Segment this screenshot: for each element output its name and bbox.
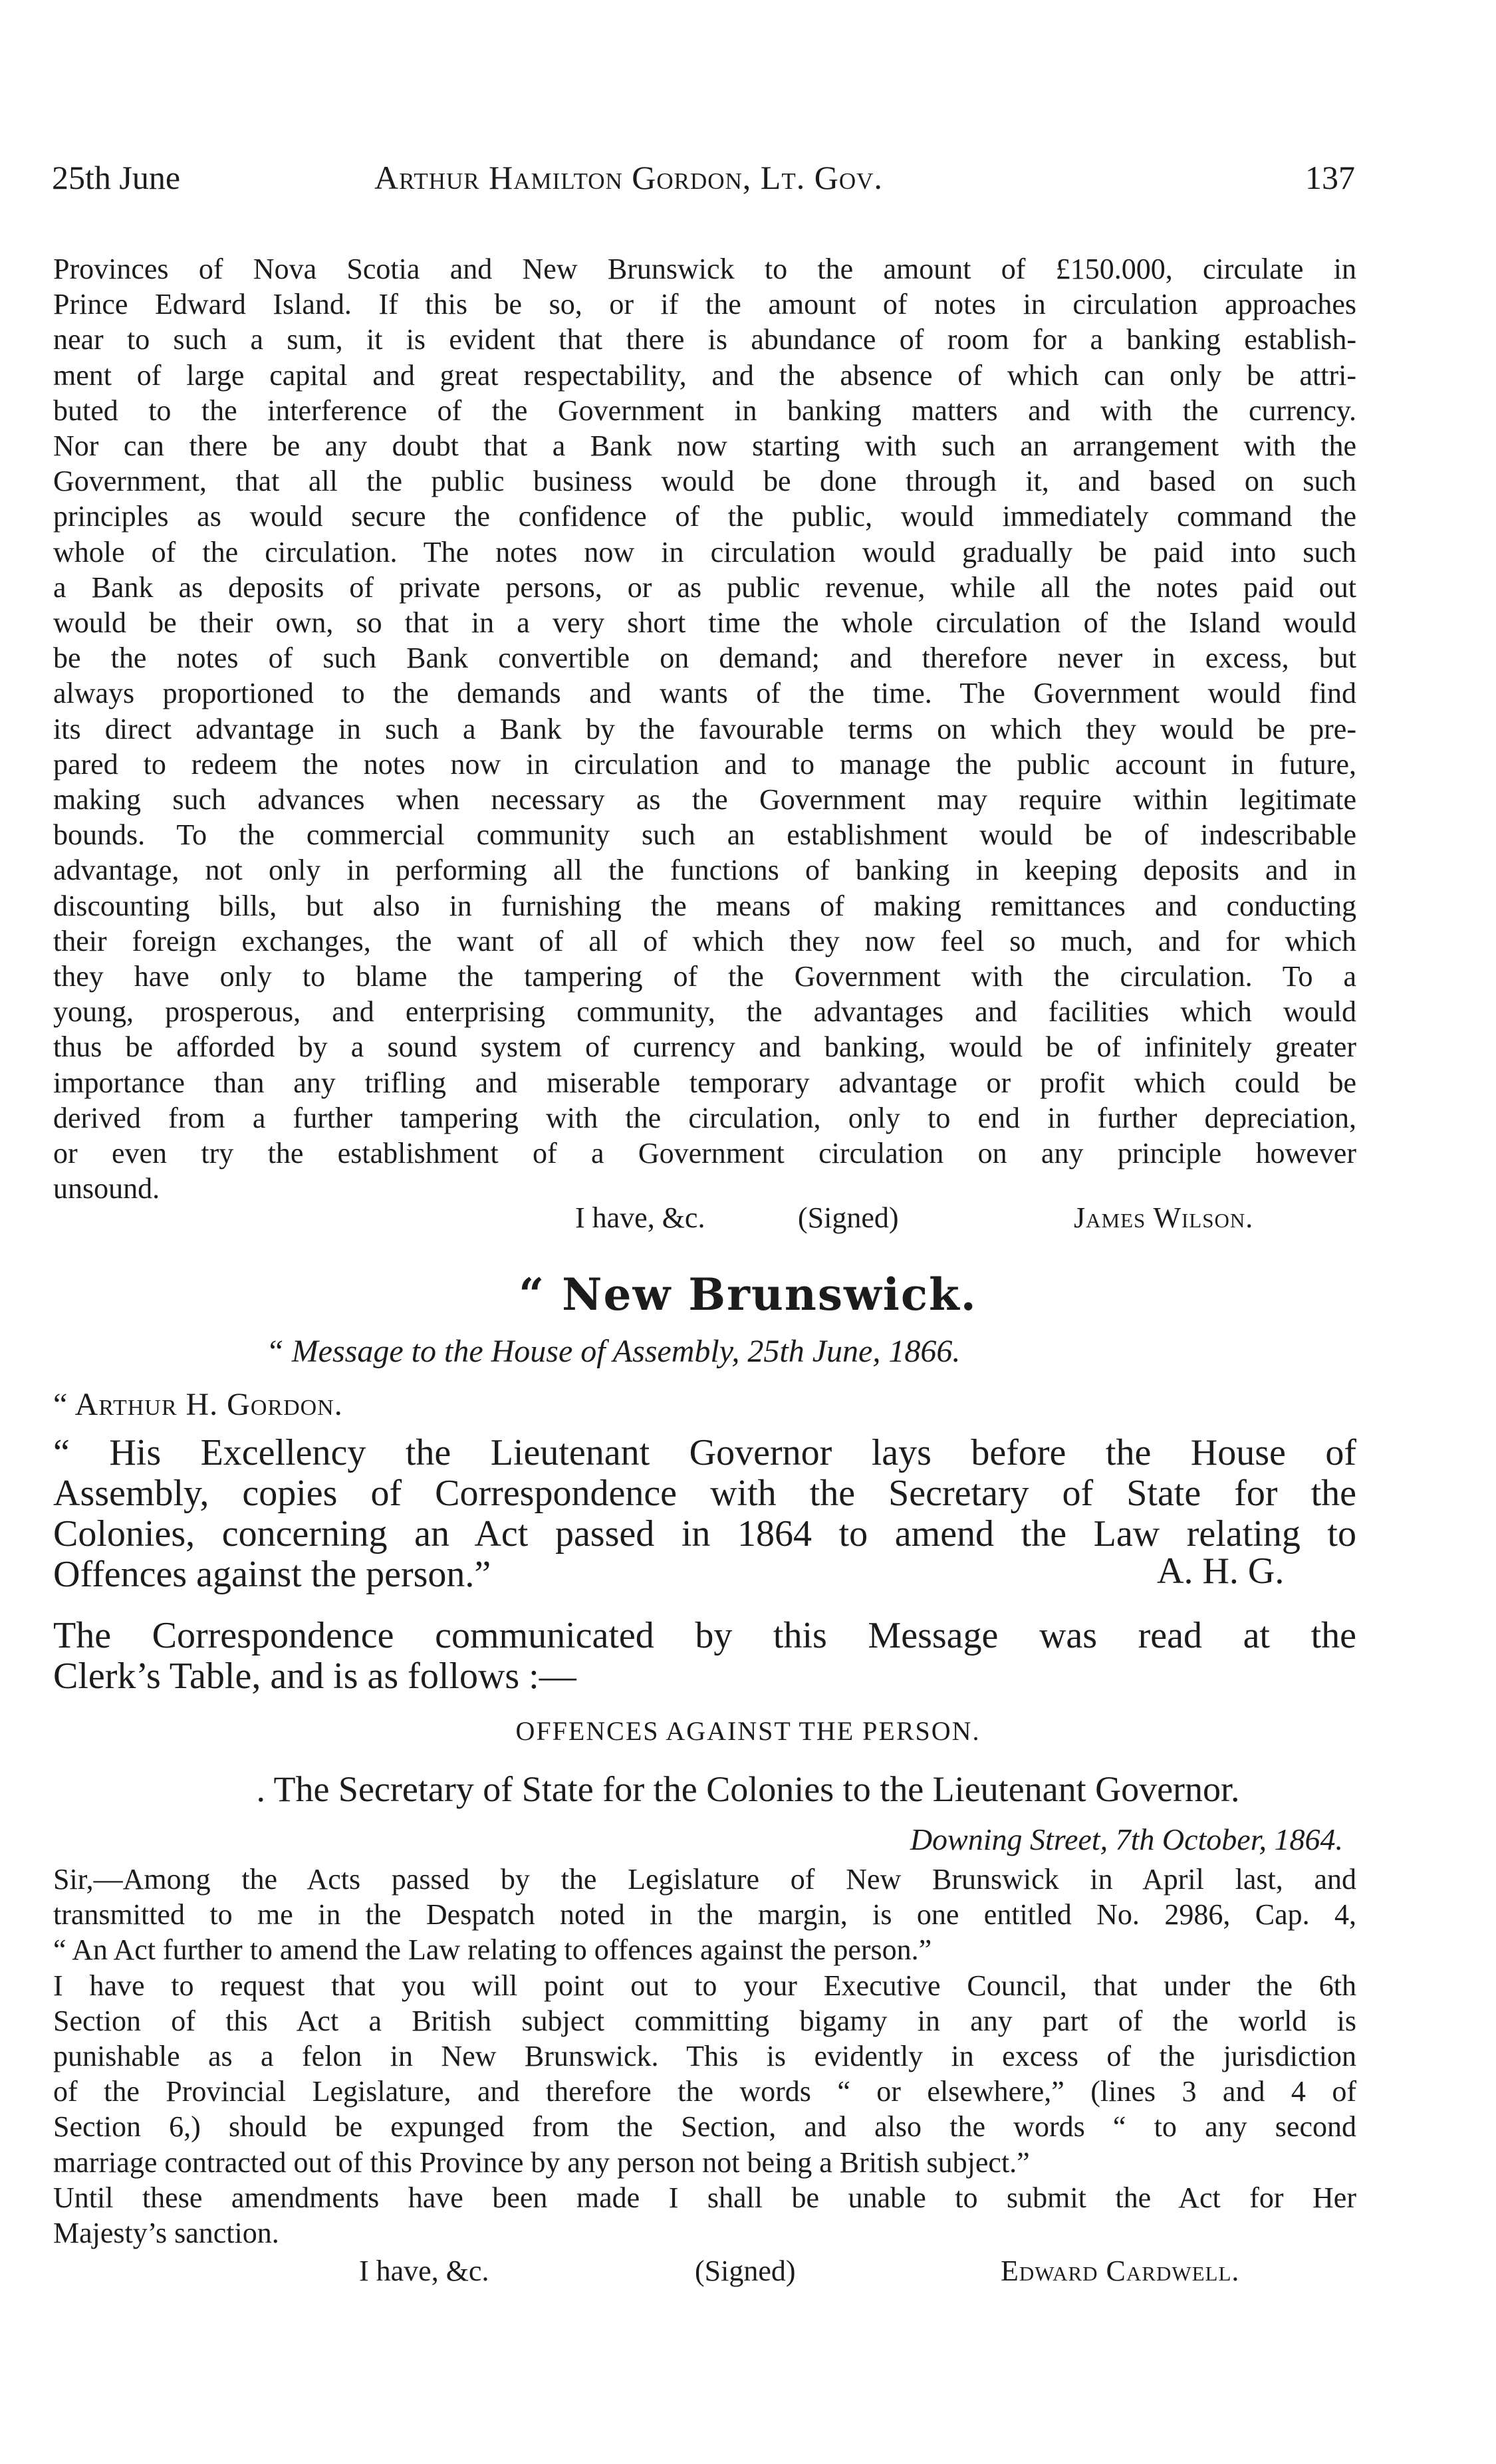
text-line: its direct advantage in such a Bank by the favourable terms on which they would be pre- [53,712,1356,745]
cardwell-letter-body [53,1862,1356,2251]
page-number: 137 [1305,159,1355,196]
text-line: Offences against the person.” [53,1554,491,1595]
running-header [52,158,1355,211]
text-line: unsound. [53,1172,160,1205]
text-line: Until these amendments have been made I shall be unable to submit the Act for Her [53,2181,1356,2214]
text-line: their foreign exchanges, the want of all of which they now feel so much, and for which [53,924,1356,957]
letter-dateline: Downing Street, 7th October, 1864. [910,1822,1343,1856]
text-line: Provinces of Nova Scotia and New Brunswick to the amount of £150.000, circulate in [53,253,1356,285]
text-line: Clerk’s Table, and is as follows :— [53,1656,576,1697]
text-line: transmitted to me in the Despatch noted in the margin, is one entitled No. 2986, Cap. 4, [53,1898,1356,1931]
text-line: making such advances when necessary as the Government may require within legitimate [53,783,1356,816]
text-line: Majesty’s sanction. [53,2217,279,2250]
text-line: The Correspondence communicated by this Message was read at the [53,1615,1356,1656]
text-line: “ His Excellency the Lieutenant Governor lays before the House of [53,1432,1356,1473]
text-line: buted to the interference of the Government in banking matters and with the currency. [53,394,1356,427]
text-line: I have to request that you will point out to your Executive Council, that under the 6th [53,1969,1356,2002]
text-line: derived from a further tampering with the circulation, only to end in further depreciation, [53,1101,1356,1134]
text-line: pared to redeem the notes now in circulation and to manage the public account in future, [53,747,1356,781]
text-line: they have only to blame the tampering of the Government with the circulation. To a [53,960,1356,993]
correspondence-intro [53,1616,1356,1697]
text-line: Government, that all the public business would be done through it, and based on such [53,465,1356,498]
header-title: Arthur Hamilton Gordon, Lt. Gov. [374,159,883,196]
text-line: ment of large capital and great respectability, and the absence of which can only be attri- [53,358,1356,392]
text-line: be the notes of such Bank convertible on demand; and therefore never in excess, but [53,642,1356,675]
text-line: advantage, not only in performing all the functions of banking in keeping deposits and in [53,854,1356,887]
text-line: Prince Edward Island. If this be so, or if the amount of notes in circulation approaches [53,288,1356,321]
text-line: a Bank as deposits of private persons, or as public revenue, while all the notes paid out [53,570,1356,604]
message-heading: “ Message to the House of Assembly, 25th June, 1866. [266,1334,961,1369]
message-author: “ Arthur H. Gordon. [53,1387,343,1422]
text-line: Section of this Act a British subject committing bigamy in any part of the world is [53,2004,1356,2037]
letter-subheading: . The Secretary of State for the Colonies to the Lieutenant Governor. [256,1769,1240,1809]
text-line: Colonies, concerning an Act passed in 1864 to amend the Law relating to [53,1513,1356,1554]
text-line: Section 6,) should be expunged from the Section, and also the words “ to any second [53,2110,1356,2144]
wilson-closing: I have, &c. [575,1201,705,1234]
letter-topic-heading: OFFENCES AGAINST THE PERSON. [515,1716,981,1746]
text-line: “ An Act further to amend the Law relating to offences against the person.” [53,1933,932,1967]
text-line: would be their own, so that in a very short time the whole circulation of the Island would [53,606,1356,640]
text-line: thus be afforded by a sound system of currency and banking, would be of infinitely greater [53,1031,1356,1064]
cardwell-signer: Edward Cardwell. [1001,2255,1240,2287]
text-line: importance than any trifling and miserable temporary advantage or profit which could be [53,1066,1356,1099]
text-line: marriage contracted out of this Province by any person not being a British subject.” [53,2146,1030,2179]
wilson-signed: (Signed) [798,1201,899,1234]
header-date: 25th June [52,159,181,196]
text-line: of the Provincial Legislature, and therefore the words “ or elsewhere,” (lines 3 and 4 of [53,2075,1356,2108]
text-line: young, prosperous, and enterprising community, the advantages and facilities which would [53,995,1356,1029]
text-line: whole of the circulation. The notes now in circulation would gradually be paid into such [53,535,1356,568]
text-line: Assembly, copies of Correspondence with the Secretary of State for the [53,1473,1356,1514]
initials-signature: A. H. G. [1157,1550,1285,1592]
text-line: or even try the establishment of a Government circulation on any principle however [53,1137,1356,1170]
text-line: bounds. To the commercial community such an establishment would be of indescribable [53,818,1356,852]
text-line: near to such a sum, it is evident that there is abundance of room for a banking establish- [53,323,1356,356]
text-line: principles as would secure the confidence of the public, would immediately command the [53,500,1356,533]
wilson-signer: James Wilson. [1074,1201,1254,1234]
text-line: Nor can there be any doubt that a Bank now starting with such an arrangement with the [53,430,1356,463]
text-line: punishable as a felon in New Brunswick. This is evidently in excess of the jurisdiction [53,2040,1356,2073]
wilson-letter-body [53,251,1356,1206]
text-line: always proportioned to the demands and wants of the time. The Government would find [53,677,1356,710]
section-title: “ New Brunswick. [519,1269,977,1320]
cardwell-signed: (Signed) [695,2255,796,2287]
text-line: discounting bills, but also in furnishing the means of making remittances and conducting [53,889,1356,922]
text-line: Sir,—Among the Acts passed by the Legislature of New Brunswick in April last, and [53,1863,1356,1896]
cardwell-closing: I have, &c. [359,2255,489,2287]
